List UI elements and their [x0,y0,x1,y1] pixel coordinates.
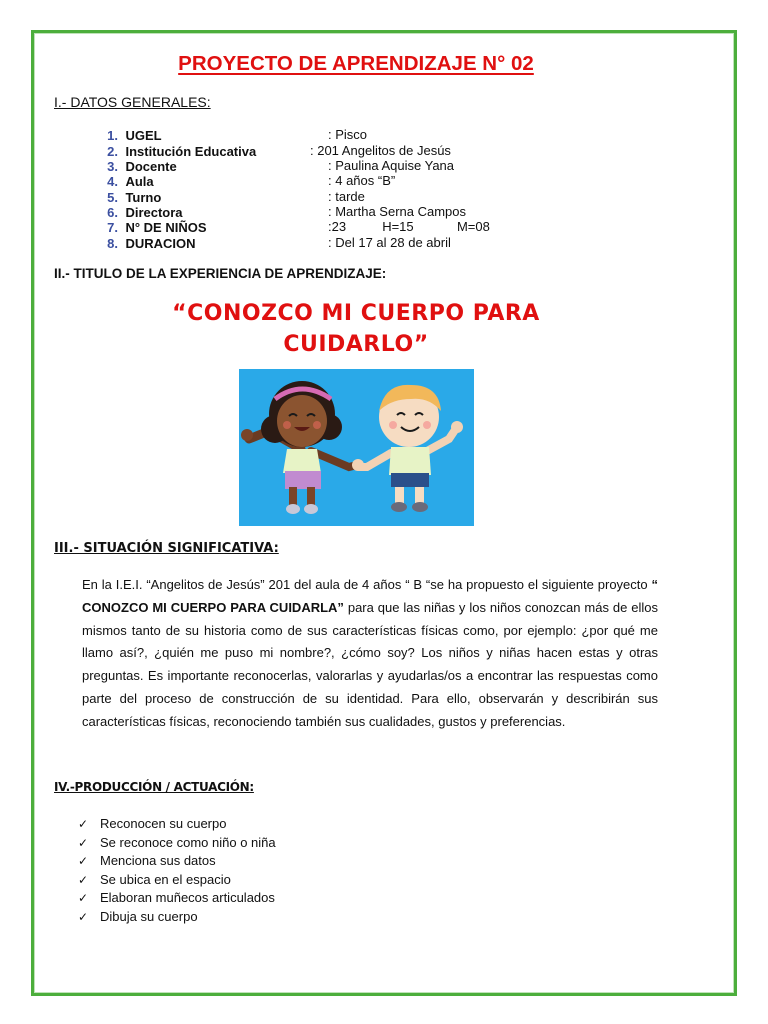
paragraph-project-name: “ CONOZCO MI CUERPO PARA CUIDARLA” [82,577,658,615]
project-title: PROYECTO DE APRENDIZAJE N° 02 [178,52,534,75]
experience-title-line-2: CUIDARLO” [283,332,429,357]
item-number: 1. [107,128,118,143]
data-row-duracion [94,235,196,253]
list-item [78,834,276,853]
checkmark-icon: ✓ [78,854,89,869]
item-value: : Pisco [328,127,368,142]
item-value: :23 H=15 M=08 [328,219,490,234]
item-label: UGEL [125,128,162,143]
checkmark-icon: ✓ [78,891,89,906]
list-item-text: Dibuja su cuerpo [100,908,198,924]
checkmark-icon: ✓ [78,817,89,831]
item-value: : Martha Serna Campos [328,204,467,219]
checkmark-icon: ✓ [78,835,89,850]
item-value: : 201 Angelitos de Jesús [310,143,451,158]
item-label: Turno [125,190,162,205]
item-number: 4. [107,174,118,189]
list-item-text: Elaboran muñecos articulados [100,890,275,906]
list-item [78,889,276,908]
item-label: Aula [125,174,154,189]
list-item [78,852,276,871]
item-label: DURACION [125,236,196,251]
item-value: : tarde [328,189,365,204]
children-illustration [239,369,474,526]
section-3-heading: III.- SITUACIÓN SIGNIFICATIVA: [54,541,279,556]
item-label: Directora [125,205,183,220]
item-value: : 4 años “B” [328,173,396,188]
experience-title-line-1: “CONOZCO MI CUERPO PARA [172,301,540,326]
paragraph-text-start: En la I.E.I. “Angelitos de Jesús” 201 del aula de 4 años “ B “se ha propuesto el siguiente proyecto [82,577,652,592]
item-label: Institución Educativa [125,144,257,159]
item-number: 2. [107,144,118,159]
checkmark-icon: ✓ [78,909,89,924]
item-value: : Del 17 al 28 de abril [328,235,451,250]
section-1-heading: I.- DATOS GENERALES: [54,94,211,110]
list-item-text: Se reconoce como niño o niña [100,834,276,850]
checkmark-icon: ✓ [78,872,89,887]
item-number: 3. [107,159,118,174]
item-number: 8. [107,236,118,251]
list-item-text: Menciona sus datos [100,853,216,869]
list-item [78,871,276,890]
list-item [78,908,276,927]
item-value: : Paulina Aquise Yana [328,158,455,173]
list-item-text: Se ubica en el espacio [100,871,231,887]
item-number: 6. [107,205,118,220]
item-number: 5. [107,190,118,205]
item-label: N° DE NIÑOS [125,220,207,235]
section-4-heading: IV.-PRODUCCIÓN / ACTUACIÓN: [54,780,254,794]
item-number: 7. [107,220,118,235]
section-2-heading: II.- TITULO DE LA EXPERIENCIA DE APRENDIZAJE: [54,266,387,281]
list-item [78,815,276,834]
paragraph-text-end: para que las niñas y los niños conozcan más de ellos mismos tanto de su historia como de sus características físicas como, por ejemplo: ¿por qué me llamo así?, ¿quién me puso mi nombre?, ¿cómo soy? Los niños y niñas hacen estas y otras preguntas. Es importante reconocerlas, valorarlas y ayudarlas/os a encontrar las respuestas como parte del proceso de construcción de su identidad. Para ello, observarán y describirán sus características físicas, reconociendo también sus cualidades, gustos y preferencias. [82,599,658,729]
production-list [78,815,276,927]
list-item-text: Reconocen su cuerpo [100,816,227,831]
item-label: Docente [125,159,177,174]
significant-situation-paragraph [82,574,658,734]
